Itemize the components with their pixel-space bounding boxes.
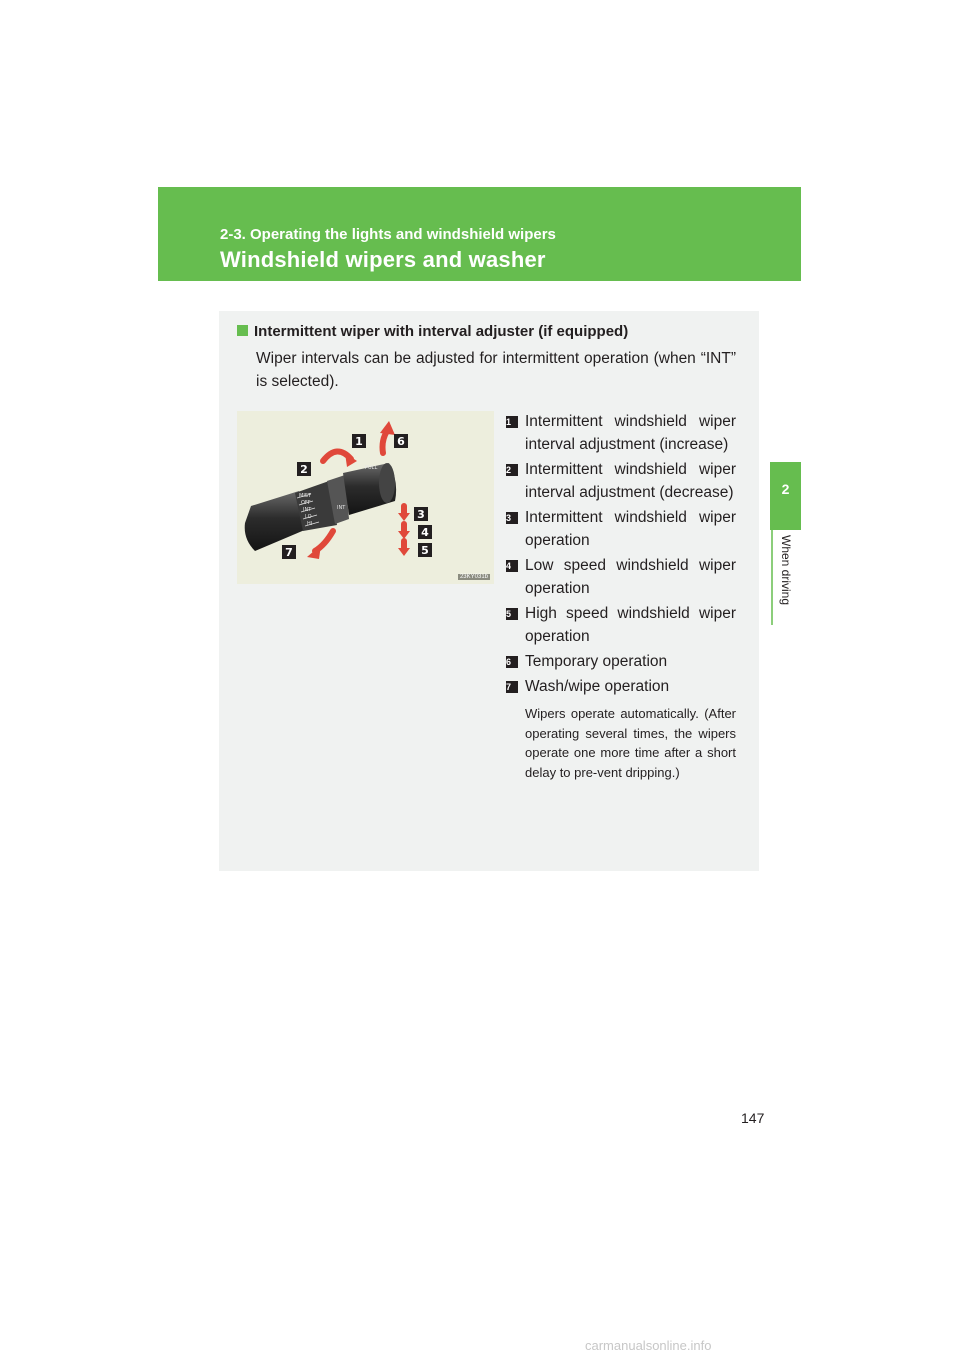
callout-3: 3 [417, 508, 425, 521]
lever-label-pull: PULL [365, 465, 378, 471]
box-heading [237, 323, 628, 340]
callout-7: 7 [285, 546, 293, 559]
arrow-down-icon [398, 531, 410, 539]
item-number-badge: 1 [506, 416, 518, 428]
chapter-tab [770, 462, 801, 530]
page-title: Windshield wipers and washer [220, 247, 546, 272]
arrow-down-icon [398, 548, 410, 556]
list-item [506, 554, 736, 600]
chapter-label: When driving [779, 535, 793, 606]
lever-label-int: INT [303, 507, 312, 513]
list-item [506, 506, 736, 552]
lever-label-int-ring: INT [337, 505, 346, 511]
item-number-badge: 7 [506, 681, 518, 693]
item-number-badge: 3 [506, 512, 518, 524]
item-text: Low speed windshield wiper operation [525, 557, 736, 597]
item-text: Temporary operation [525, 653, 668, 670]
callout-4: 4 [421, 526, 429, 539]
item-number-badge: 2 [506, 464, 518, 476]
square-bullet-icon [237, 325, 248, 336]
wiper-lever-illustration [237, 411, 494, 584]
arrow-down-icon [398, 513, 410, 521]
page-number: 147 [741, 1110, 765, 1126]
list-item [506, 675, 736, 698]
info-box [219, 311, 759, 871]
footer-watermark: carmanualsonline.info [585, 1338, 712, 1353]
item-list [506, 410, 736, 782]
item-text: Intermittent windshield wiper operation [525, 509, 736, 549]
item-text: Intermittent windshield wiper interval adjustment (decrease) [525, 461, 736, 501]
list-item [506, 602, 736, 648]
item-number-badge: 4 [506, 560, 518, 572]
arrow-pull-icon [383, 431, 388, 453]
lever-label-hi: HI [307, 521, 313, 527]
lever-label-lo: LO [305, 514, 312, 520]
item-text: Intermittent windshield wiper interval adjustment (increase) [525, 413, 736, 453]
wiper-lever-figure [237, 411, 494, 584]
item-number-badge: 6 [506, 656, 518, 668]
list-item [506, 458, 736, 504]
section-label: 2-3. Operating the lights and windshield wipers [220, 226, 556, 243]
callout-5: 5 [421, 544, 429, 557]
box-heading-text: Intermittent wiper with interval adjuster (if equipped) [254, 323, 629, 340]
figure-code: 23KY031b [459, 574, 488, 580]
callout-6: 6 [397, 435, 405, 448]
item-number-badge: 5 [506, 608, 518, 620]
lever-label-mist: MIST [299, 493, 312, 499]
item-text: High speed windshield wiper operation [525, 605, 736, 645]
intro-paragraph: Wiper intervals can be adjusted for intermittent operation (when “INT” is selected). [256, 350, 736, 390]
callout-1: 1 [355, 435, 363, 448]
chapter-number: 2 [781, 481, 790, 497]
item-text: Wash/wipe operation [525, 678, 670, 695]
callout-2: 2 [300, 463, 308, 476]
lever-label-off: OFF [301, 500, 311, 506]
list-item [506, 410, 736, 456]
chapter-header [158, 187, 801, 281]
list-item [506, 650, 736, 673]
wash-wipe-note: Wipers operate automatically. (After operating several times, the wipers operate one more time after a short delay to pre-vent dripping.) [525, 706, 736, 780]
